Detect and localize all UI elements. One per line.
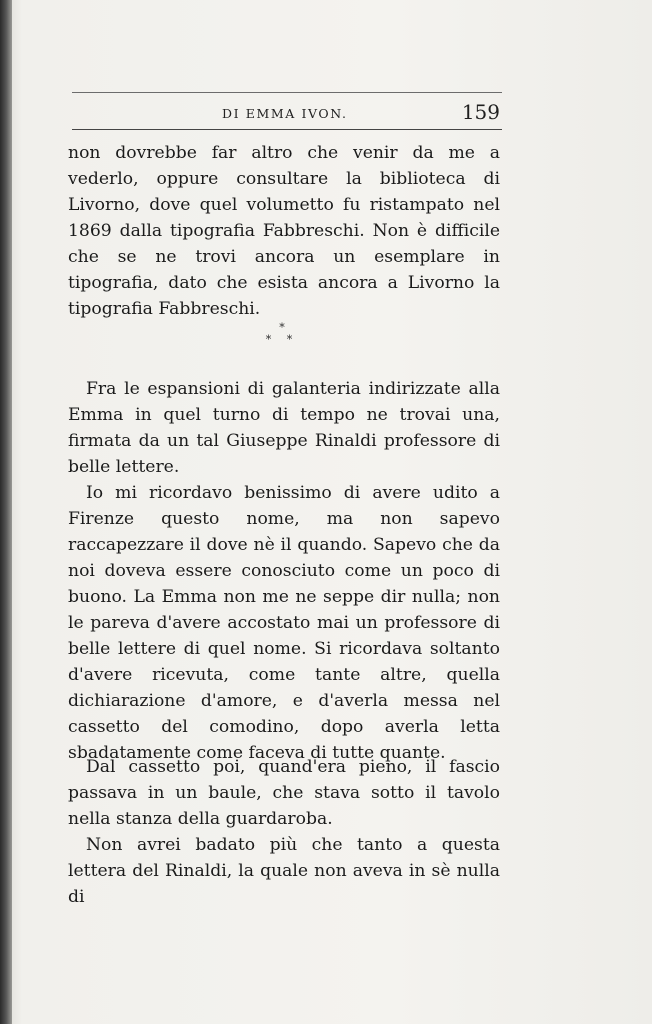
asterism-top: * xyxy=(279,321,285,334)
paragraph-5: Non avrei badato più che tanto a questa lettera del Rinaldi, la quale non aveva in sè nulla di xyxy=(68,835,500,907)
asterism-section-break xyxy=(262,322,302,356)
paragraph-1: non dovrebbe far altro che venir da me a vederlo, oppure consultare la biblioteca di Livorno, dove quel volumetto fu ristampato nel 1869 dalla tipografia Fabbreschi. Non è difficile che se ne trovi ancora un esemplare in tipografia, dato che esista ancora a Livorno la tipografia Fabbreschi. xyxy=(68,143,500,319)
asterism-bottom: * * xyxy=(265,333,299,346)
header-rule-top xyxy=(72,92,502,93)
paragraph-2: Fra le espansioni di galanteria indirizzate alla Emma in quel turno di tempo ne trovai una, firmata da un tal Giuseppe Rinaldi professore di belle lettere. xyxy=(68,379,500,477)
running-head: DI EMMA IVON. xyxy=(222,106,348,121)
binding-edge xyxy=(0,0,12,1024)
paragraph-4: Dal cassetto poi, quand'era pieno, il fascio passava in un baule, che stava sotto il tavolo nella stanza della guardaroba. xyxy=(68,757,500,829)
page-header xyxy=(72,92,502,132)
paragraph-3: Io mi ricordavo benissimo di avere udito a Firenze questo nome, ma non sapevo raccapezzare il dove nè il quando. Sapevo che da noi doveva essere conosciuto come un poco di buono. La Emma non me ne seppe dir nulla; non le pareva d'avere accostato mai un professore di belle lettere di quel nome. Si ricordava soltanto d'avere ricevuta, come tante altre, quella dichiarazione d'amore, e d'averla messa nel cassetto del comodino, dopo averla letta sbadatamente come faceva di tutte quante. xyxy=(68,483,500,763)
header-rule-bottom xyxy=(72,129,502,130)
page-number: 159 xyxy=(461,100,500,124)
